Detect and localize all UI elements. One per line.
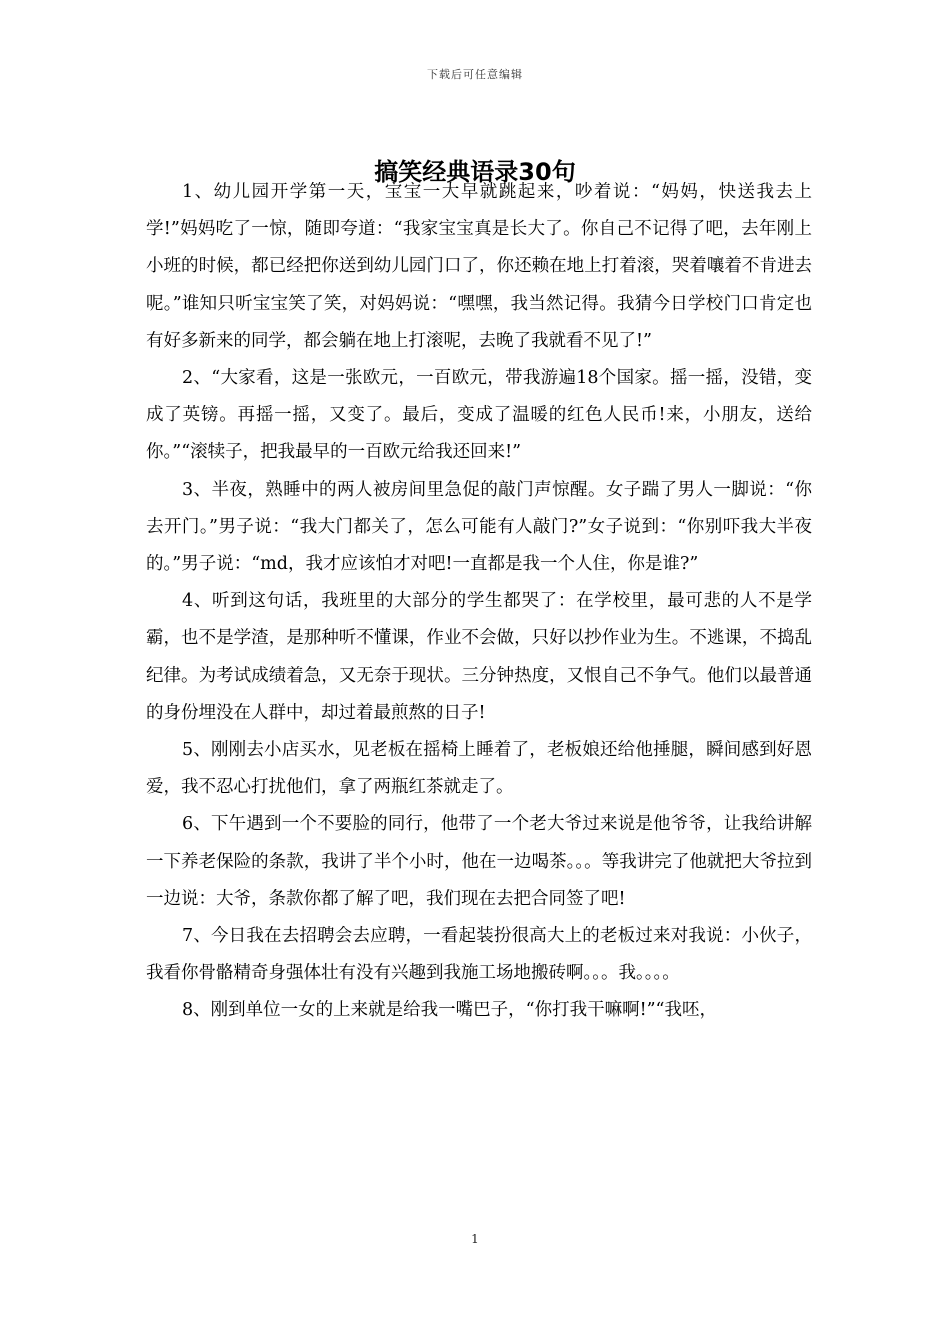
paragraph-5: 5、刚刚去小店买水，见老板在摇椅上睡着了，老板娘还给他捶腿，瞬间感到好恩爱，我不忍心打扰他们，拿了两瓶红茶就走了。 (146, 740, 812, 798)
page-number: 1 (471, 1232, 479, 1246)
paragraph-2: 2、“大家看，这是一张欧元，一百欧元，带我游遍18个国家。摇一摇，没错，变成了英镑。再摇一摇，又变了。最后，变成了温暖的红色人民币!来，小朋友，送给你。”“滚犊子，把我最早的一百欧元给我还回来!” (146, 368, 812, 463)
paragraph-3: 3、半夜，熟睡中的两人被房间里急促的敲门声惊醒。女子踹了男人一脚说：“你去开门。”男子说：“我大门都关了，怎么可能有人敲门?”女子说到：“你别吓我大半夜的。”男子说：“md，我才应该怕才对吧!一直都是我一个人住，你是谁?” (146, 479, 812, 575)
document-body (146, 174, 812, 1030)
paragraph-8: 8、刚到单位一女的上来就是给我一嘴巴子，“你打我干嘛啊!”“我呸， (182, 1000, 718, 1021)
document-title: 搞笑经典语录30句 (374, 158, 576, 186)
paragraph-6: 6、下午遇到一个不要脸的同行，他带了一个老大爷过来说是他爷爷，让我给讲解一下养老保险的条款，我讲了半个小时，他在一边喝茶。。。等我讲完了他就把大爷拉到一边说：大爷，条款你都了解了吧，我们现在去把合同签了吧! (146, 814, 812, 909)
paragraph-1: 1、幼儿园开学第一天，宝宝一大早就跳起来，吵着说：“妈妈，快送我去上学!”妈妈吃了一惊，随即夸道：“我家宝宝真是长大了。你自己不记得了吧，去年刚上小班的时候，都已经把你送到幼儿园门口了，你还赖在地上打着滚，哭着嚷着不肯进去呢。”谁知只听宝宝笑了笑，对妈妈说：“嘿嘿，我当然记得。我猜今日学校门口肯定也有好多新来的同学，都会躺在地上打滚呢，去晚了我就看不见了!” (146, 182, 812, 351)
paragraph-7: 7、今日我在去招聘会去应聘，一看起装扮很高大上的老板过来对我说：小伙子，我看你骨骼精奇身强体壮有没有兴趣到我施工场地搬砖啊。。。我。。。。 (146, 926, 812, 984)
paragraph-4: 4、听到这句话，我班里的大部分的学生都哭了：在学校里，最可悲的人不是学霸，也不是学渣，是那种听不懂课，作业不会做，只好以抄作业为生。不逃课，不捣乱纪律。为考试成绩着急，又无奈于现状。三分钟热度，又恨自己不争气。他们以最普通的身份埋没在人群中，却过着最煎熬的日子! (146, 591, 812, 723)
header-note: 下载后可任意编辑 (427, 68, 523, 81)
